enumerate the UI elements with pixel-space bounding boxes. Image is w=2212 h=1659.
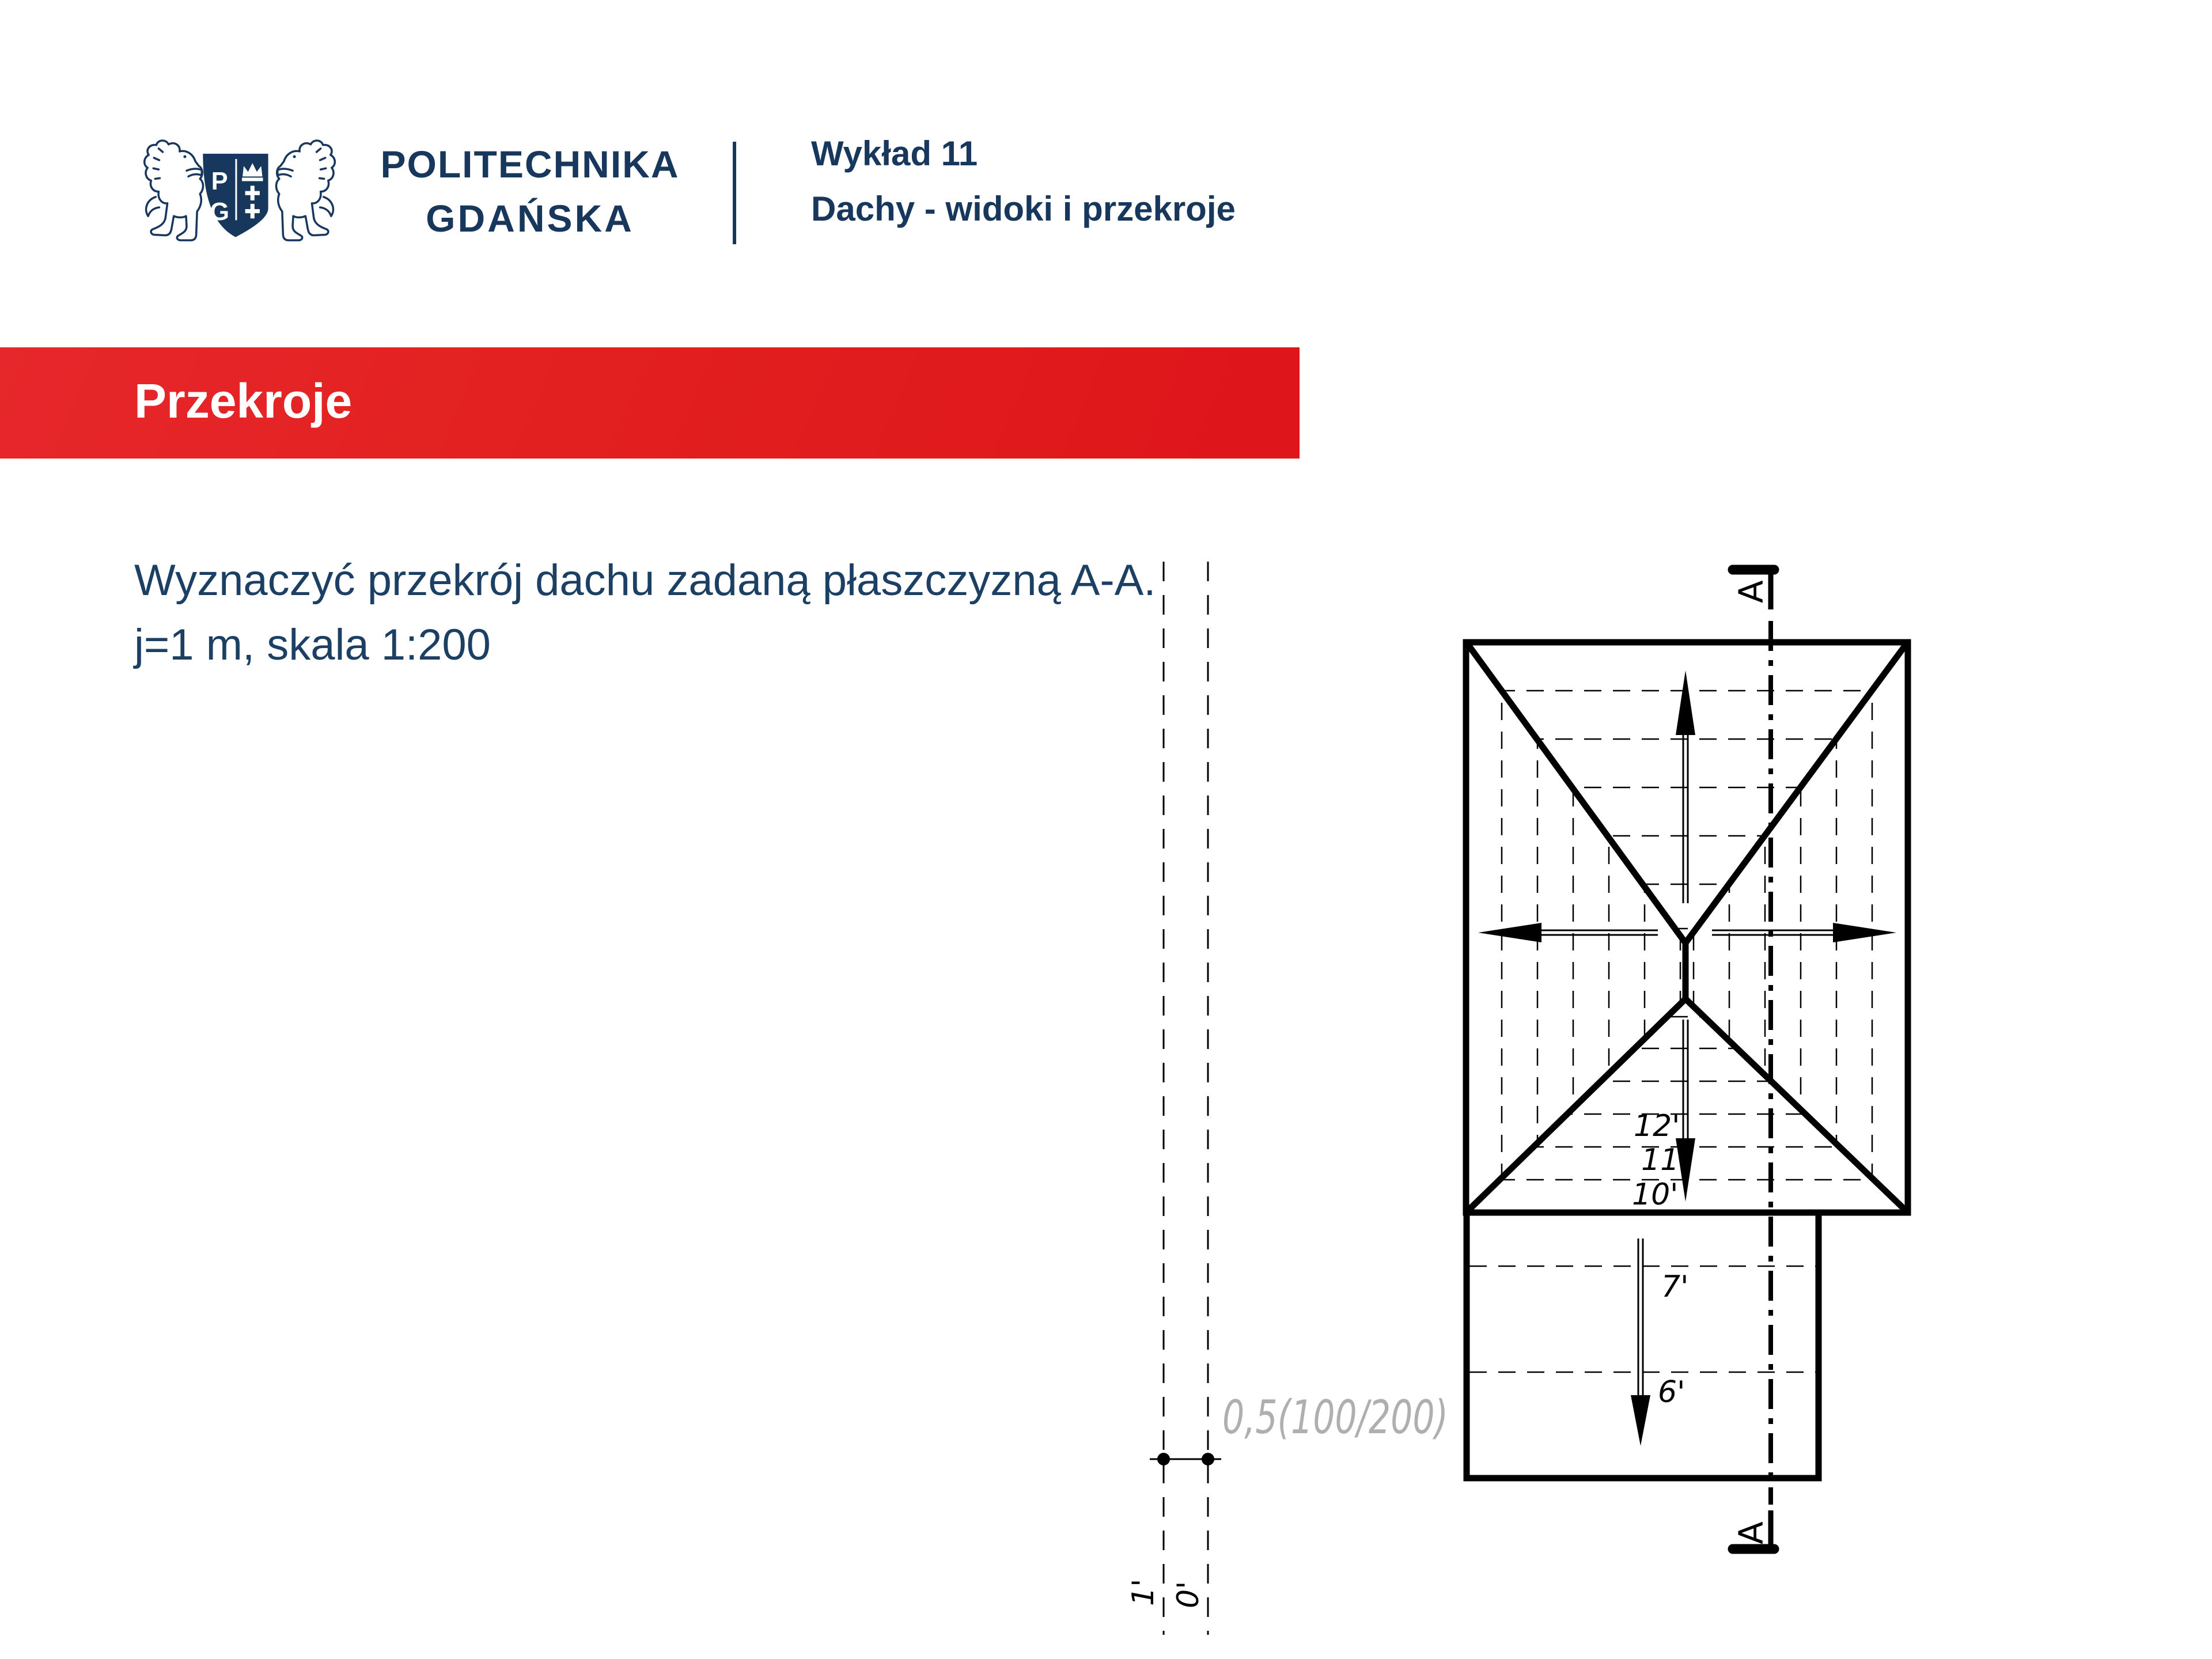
datum-point-0	[1202, 1453, 1214, 1465]
university-name-line1: POLITECHNIKA	[380, 143, 680, 185]
lecture-header	[811, 134, 1236, 229]
level-label-10: 10'	[1632, 1177, 1679, 1212]
university-name-line2: GDAŃSKA	[426, 197, 634, 240]
university-name	[346, 137, 714, 245]
shield-letter-g: G	[210, 198, 230, 226]
header-divider	[733, 142, 736, 244]
lion-left-icon	[145, 141, 203, 240]
slope-arrow-right	[1712, 923, 1896, 942]
level-label-11: 11'	[1641, 1143, 1688, 1177]
shield-icon	[203, 154, 268, 237]
datum-construction-lines	[1126, 562, 1448, 1635]
section-label-top: A	[1732, 580, 1771, 603]
section-banner-title: Przekroje	[134, 374, 353, 428]
section-banner	[0, 347, 1300, 459]
task-text	[134, 548, 1156, 677]
level-label-12: 12'	[1634, 1109, 1680, 1143]
lecture-number: Wykład 11	[811, 134, 978, 173]
datum-point-1	[1157, 1453, 1170, 1465]
lion-right-icon	[276, 141, 335, 240]
slope-arrow-left	[1478, 923, 1658, 942]
task-text-line2: j=1 m, skala 1:200	[134, 620, 491, 669]
roof-plan-drawing	[1083, 536, 1993, 1659]
roof-level-labels	[1632, 1109, 1688, 1410]
level-label-7: 7'	[1661, 1270, 1689, 1304]
university-logo	[138, 124, 341, 243]
datum-label-1: 1'	[1126, 1578, 1161, 1606]
datum-label-0: 0'	[1171, 1581, 1206, 1608]
scale-note: 0,5(100/200)	[1222, 1391, 1448, 1444]
task-text-line1: Wyznaczyć przekrój dachu zadaną płaszczyzną A-A.	[134, 556, 1156, 605]
section-label-bottom: A	[1732, 1521, 1771, 1544]
lecture-topic: Dachy - widoki i przekroje	[811, 190, 1236, 228]
slope-arrow-down-annex	[1631, 1238, 1650, 1446]
level-label-6: 6'	[1658, 1375, 1685, 1410]
shield-letter-p: P	[211, 168, 228, 196]
